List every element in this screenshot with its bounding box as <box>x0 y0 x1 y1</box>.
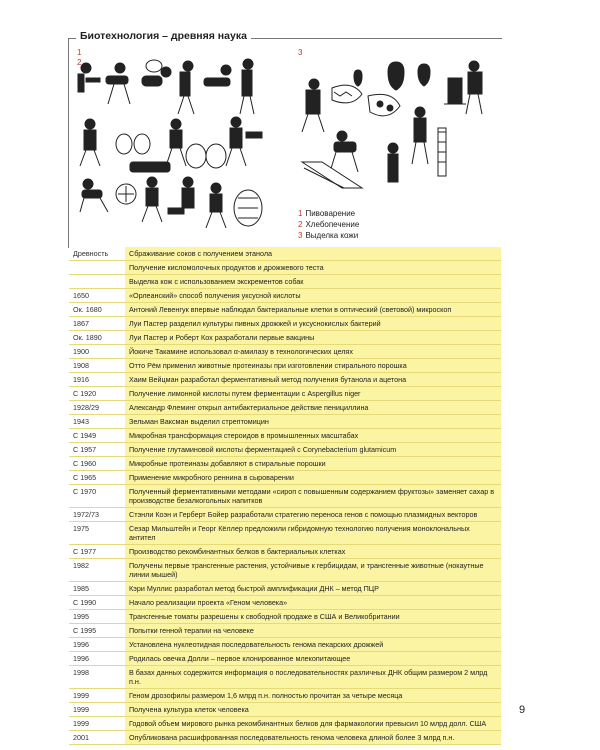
timeline-row <box>69 522 501 545</box>
timeline-event: Микробная трансформация стероидов в промышленных масштабах <box>129 431 359 440</box>
timeline-date: 1995 <box>69 610 125 623</box>
timeline-event: Хаим Вейцман разработал ферментативный метод получения бутанола и ацетона <box>129 375 407 384</box>
timeline-date: 1999 <box>69 717 125 730</box>
timeline-event: Кэри Муллис разработал метод быстрой амплификации ДНК – метод ПЦР <box>129 584 379 593</box>
timeline-row <box>69 508 501 522</box>
timeline-event: Получена культура клеток человека <box>129 705 249 714</box>
timeline-event: Получены первые трансгенные растения, устойчивые к гербицидам, и трансгенные животные (нокаутные линии мышей) <box>129 561 484 579</box>
timeline-row <box>69 275 501 289</box>
timeline-row <box>69 610 501 624</box>
biotech-timeline-table <box>69 247 501 745</box>
timeline-event: Выделка кож с использованием экскрементов собак <box>129 277 304 286</box>
timeline-date: 1982 <box>69 559 125 581</box>
timeline-date: С 1960 <box>69 457 125 470</box>
egyptian-relief-brewing-baking-illustration <box>76 58 272 240</box>
timeline-row <box>69 731 501 745</box>
timeline-date: 1972/73 <box>69 508 125 521</box>
timeline-event: Отто Рём применил животные протеиназы при изготовлении стирального порошка <box>129 361 407 370</box>
timeline-row <box>69 457 501 471</box>
timeline-row <box>69 247 501 261</box>
timeline-row <box>69 559 501 582</box>
timeline-event: Полученный ферментативными методами «сироп с повышенным содержанием фруктозы» заменяет сахар в производстве безалкогольных напитков <box>129 487 495 505</box>
timeline-date: Древность <box>69 247 125 260</box>
timeline-row <box>69 359 501 373</box>
timeline-row <box>69 443 501 457</box>
timeline-date: С 1970 <box>69 485 125 507</box>
timeline-event: «Орлеанский» способ получения уксусной кислоты <box>129 291 301 300</box>
timeline-date: 1916 <box>69 373 125 386</box>
timeline-event: Опубликована расшифрованная последовательность генома человека длиной более 3 млрд п.н. <box>129 733 455 742</box>
timeline-event: Антоний Левенгук впервые наблюдал бактериальные клетки в оптический (световой) микроскоп <box>129 305 452 314</box>
timeline-row <box>69 373 501 387</box>
timeline-date: С 1977 <box>69 545 125 558</box>
timeline-date: 1985 <box>69 582 125 595</box>
timeline-date: С 1949 <box>69 429 125 442</box>
legend-item: 3 Выделка кожи <box>298 231 359 240</box>
timeline-event: Зельман Ваксман выделил стрептомицин <box>129 417 269 426</box>
timeline-date: С 1990 <box>69 596 125 609</box>
section-title: Биотехнология – древняя наука <box>76 30 251 42</box>
timeline-date: 1928/29 <box>69 401 125 414</box>
illustration-legend <box>298 208 359 241</box>
timeline-event: Производство рекомбинантных белков в бактериальных клетках <box>129 547 346 556</box>
egyptian-relief-leather-illustration <box>298 58 496 192</box>
timeline-date: 1650 <box>69 289 125 302</box>
timeline-row <box>69 545 501 559</box>
timeline-event: Годовой объем мирового рынка рекомбинантных белков для фармакологии превысил 10 млрд долл. США <box>129 719 487 728</box>
legend-item: 1 Пивоварение <box>298 209 356 218</box>
timeline-event: Геном дрозофилы размером 1,6 млрд п.н. полностью прочитан за четыре месяца <box>129 691 403 700</box>
timeline-event: Луи Пастер разделил культуры пивных дрожжей и уксуснокислых бактерий <box>129 319 381 328</box>
timeline-row <box>69 471 501 485</box>
timeline-event: В базах данных содержится информация о последовательностях различных ДНК общим размером 2 млрд п.н. <box>129 668 488 686</box>
figure-number-3: 3 <box>298 48 303 57</box>
timeline-date: 1867 <box>69 317 125 330</box>
timeline-date: 1975 <box>69 522 125 544</box>
timeline-row <box>69 666 501 689</box>
timeline-row <box>69 624 501 638</box>
timeline-row <box>69 331 501 345</box>
timeline-event: Трансгенные томаты разрешены к свободной продаже в США и Великобритании <box>129 612 400 621</box>
timeline-row <box>69 717 501 731</box>
timeline-event: Стэнли Коэн и Герберт Бойер разработали стратегию переноса генов с помощью плазмидных векторов <box>129 510 478 519</box>
timeline-event: Начало реализации проекта «Геном человека» <box>129 598 288 607</box>
timeline-date: Ок. 1680 <box>69 303 125 316</box>
timeline-row <box>69 652 501 666</box>
legend-item: 2 Хлебопечение <box>298 220 360 229</box>
timeline-event: Сезар Мильштейн и Георг Кёллер предложили гибридомную технологию получения моноклональных антител <box>129 524 470 542</box>
timeline-row <box>69 429 501 443</box>
timeline-date <box>69 275 125 288</box>
timeline-date: 1999 <box>69 703 125 716</box>
timeline-row <box>69 387 501 401</box>
timeline-date: С 1920 <box>69 387 125 400</box>
timeline-row <box>69 303 501 317</box>
timeline-date: 2001 <box>69 731 125 744</box>
timeline-date: С 1965 <box>69 471 125 484</box>
timeline-row <box>69 261 501 275</box>
timeline-row <box>69 289 501 303</box>
timeline-event: Попытки генной терапии на человеке <box>129 626 254 635</box>
figure-number-2: 2 <box>77 58 82 67</box>
timeline-date: 1908 <box>69 359 125 372</box>
timeline-event: Сбраживание соков с получением этанола <box>129 249 273 258</box>
timeline-row <box>69 317 501 331</box>
timeline-date: С 1957 <box>69 443 125 456</box>
timeline-event: Получение кисломолочных продуктов и дрожжевого теста <box>129 263 324 272</box>
timeline-date: С 1995 <box>69 624 125 637</box>
timeline-event: Луи Пастер и Роберт Кох разработали первые вакцины <box>129 333 315 342</box>
timeline-date: 1998 <box>69 666 125 688</box>
timeline-event: Александр Флеминг открыл антибактериальное действие пенициллина <box>129 403 369 412</box>
timeline-row <box>69 401 501 415</box>
timeline-date: 1996 <box>69 638 125 651</box>
timeline-date <box>69 261 125 274</box>
section-frame-left <box>68 38 69 248</box>
timeline-row <box>69 582 501 596</box>
timeline-row <box>69 485 501 508</box>
timeline-date: 1900 <box>69 345 125 358</box>
figure-number-1: 1 <box>77 48 82 57</box>
timeline-event: Микробные протеиназы добавляют в стиральные порошки <box>129 459 326 468</box>
timeline-event: Родилась овечка Долли – первое клонированное млекопитающее <box>129 654 351 663</box>
timeline-date: Ок. 1890 <box>69 331 125 344</box>
timeline-event: Применение микробного реннина в сыроварении <box>129 473 294 482</box>
timeline-event: Йокиче Такамине использовал α-амилазу в технологических целях <box>129 347 353 356</box>
page-number: 9 <box>519 704 526 716</box>
timeline-date: 1996 <box>69 652 125 665</box>
timeline-event: Установлена нуклеотидная последовательность генома пекарских дрожжей <box>129 640 384 649</box>
timeline-row <box>69 689 501 703</box>
timeline-row <box>69 345 501 359</box>
timeline-row <box>69 638 501 652</box>
timeline-row <box>69 703 501 717</box>
timeline-date: 1999 <box>69 689 125 702</box>
timeline-date: 1943 <box>69 415 125 428</box>
timeline-event: Получение лимонной кислоты путем ферментации с Aspergillus niger <box>129 389 361 398</box>
timeline-row <box>69 415 501 429</box>
timeline-row <box>69 596 501 610</box>
timeline-event: Получение глутаминовой кислоты ферментацией с Corynebacterium glutamicum <box>129 445 397 454</box>
